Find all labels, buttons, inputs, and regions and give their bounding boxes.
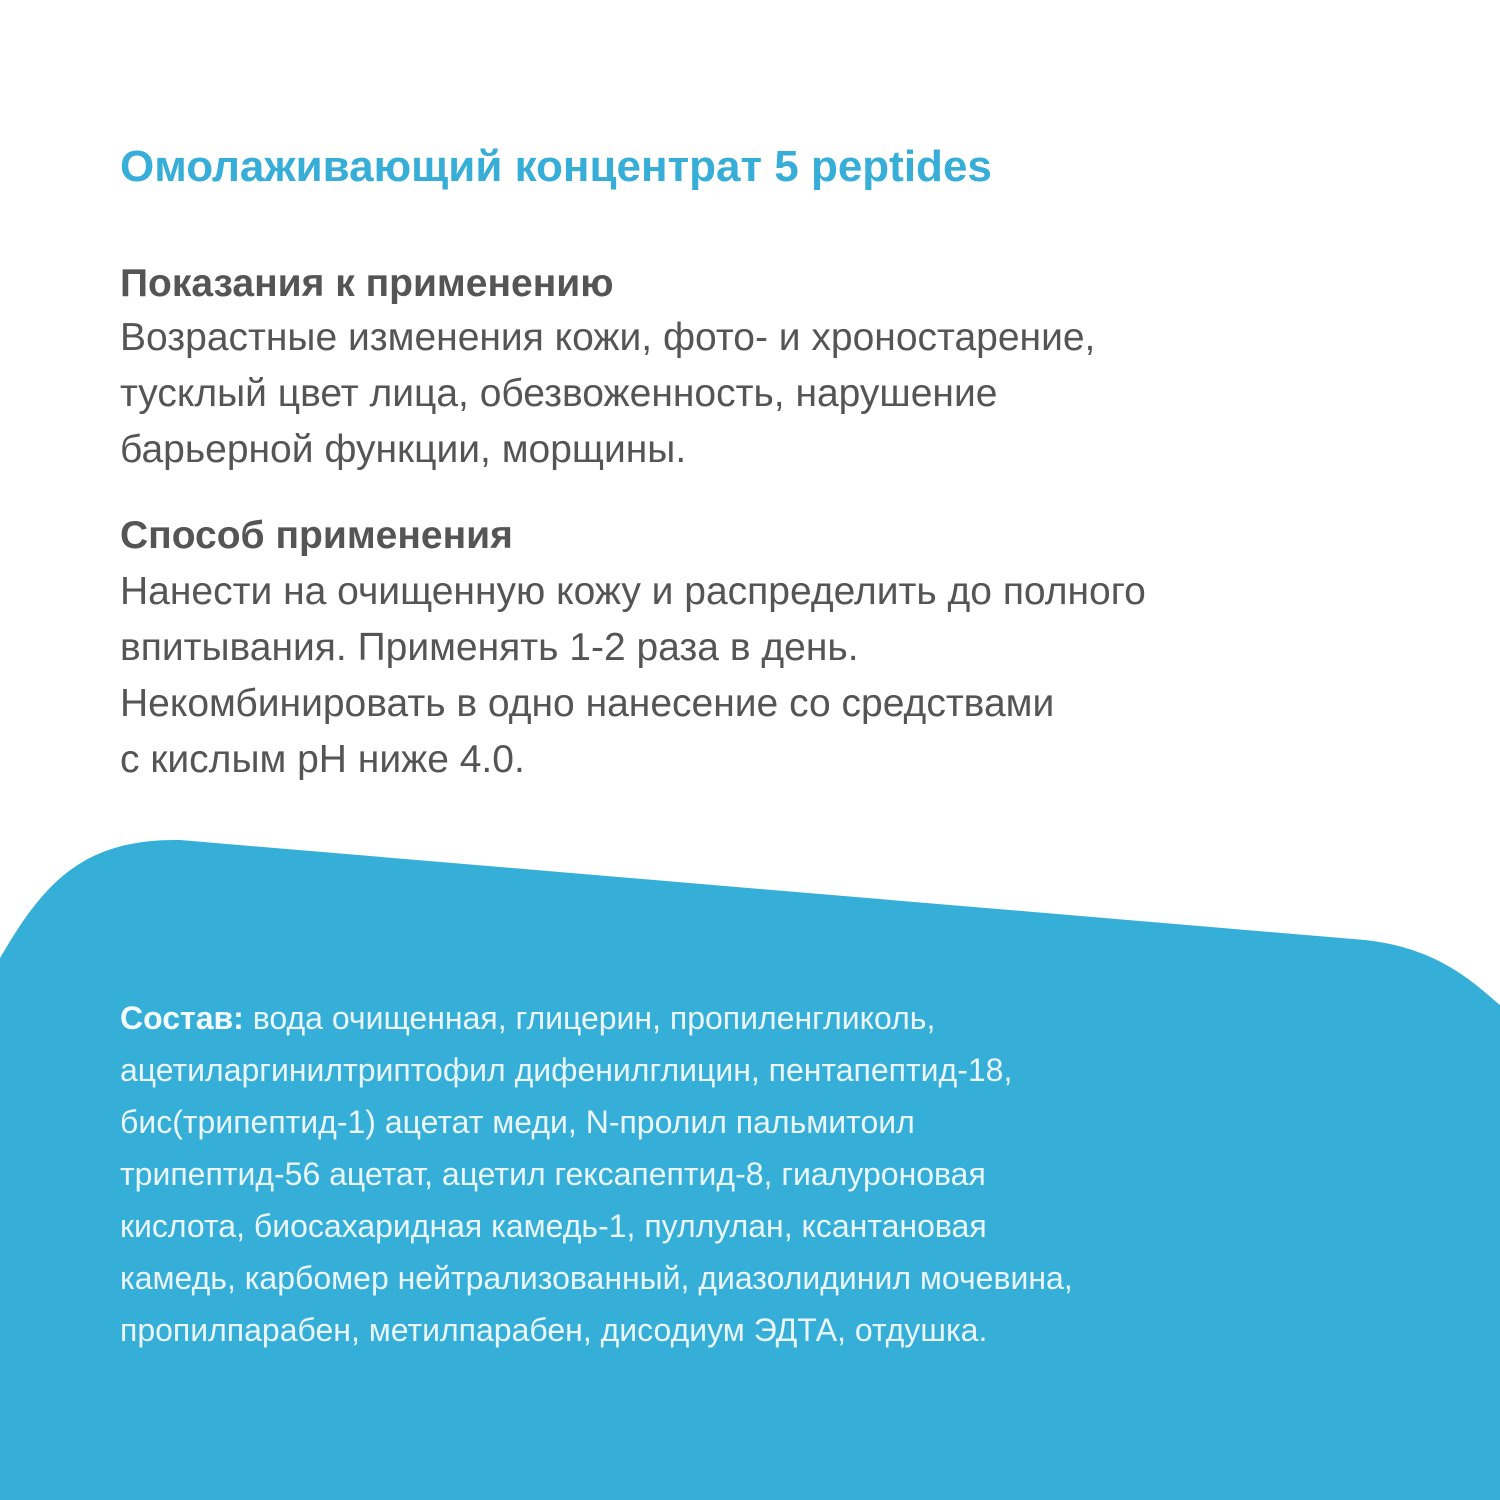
indications-heading: Показания к применению bbox=[120, 262, 614, 305]
indications-text bbox=[120, 310, 1095, 478]
composition-line: трипептид-56 ацетат, ацетил гексапептид-8, гиалуроновая bbox=[120, 1156, 986, 1192]
product-title: Омолаживающий концентрат 5 peptides bbox=[120, 142, 992, 191]
composition-line: пропилпарабен, метилпарабен, дисодиум ЭДТА, отдушка. bbox=[120, 1312, 988, 1348]
indications-line: Возрастные изменения кожи, фото- и хроностарение, bbox=[120, 316, 1096, 359]
indications-line: тусклый цвет лица, обезвоженность, нарушение bbox=[120, 372, 998, 415]
composition-first-line: вода очищенная, глицерин, пропиленгликоль, bbox=[243, 1000, 936, 1036]
usage-line: впитывания. Применять 1-2 раза в день. bbox=[120, 626, 859, 669]
indications-line: барьерной функции, морщины. bbox=[120, 428, 687, 471]
usage-line: Нанести на очищенную кожу и распределить до полного bbox=[120, 570, 1146, 613]
composition-line: кислота, биосахаридная камедь-1, пуллулан, ксантановая bbox=[120, 1208, 987, 1244]
usage-line: с кислым pH ниже 4.0. bbox=[120, 738, 525, 781]
composition-line: камедь, карбомер нейтрализованный, диазолидинил мочевина, bbox=[120, 1260, 1073, 1296]
usage-heading: Способ применения bbox=[120, 514, 513, 557]
composition-line: ацетиларгинилтриптофил дифенилглицин, пентапептид-18, bbox=[120, 1052, 1013, 1088]
composition-line bbox=[120, 992, 1073, 1044]
composition-line: бис(трипептид-1) ацетат меди, N-пролил пальмитоил bbox=[120, 1104, 915, 1140]
composition-text bbox=[120, 992, 1073, 1356]
usage-text bbox=[120, 564, 1146, 788]
usage-line: Некомбинировать в одно нанесение со средствами bbox=[120, 682, 1055, 725]
composition-label: Состав: bbox=[120, 1000, 244, 1036]
